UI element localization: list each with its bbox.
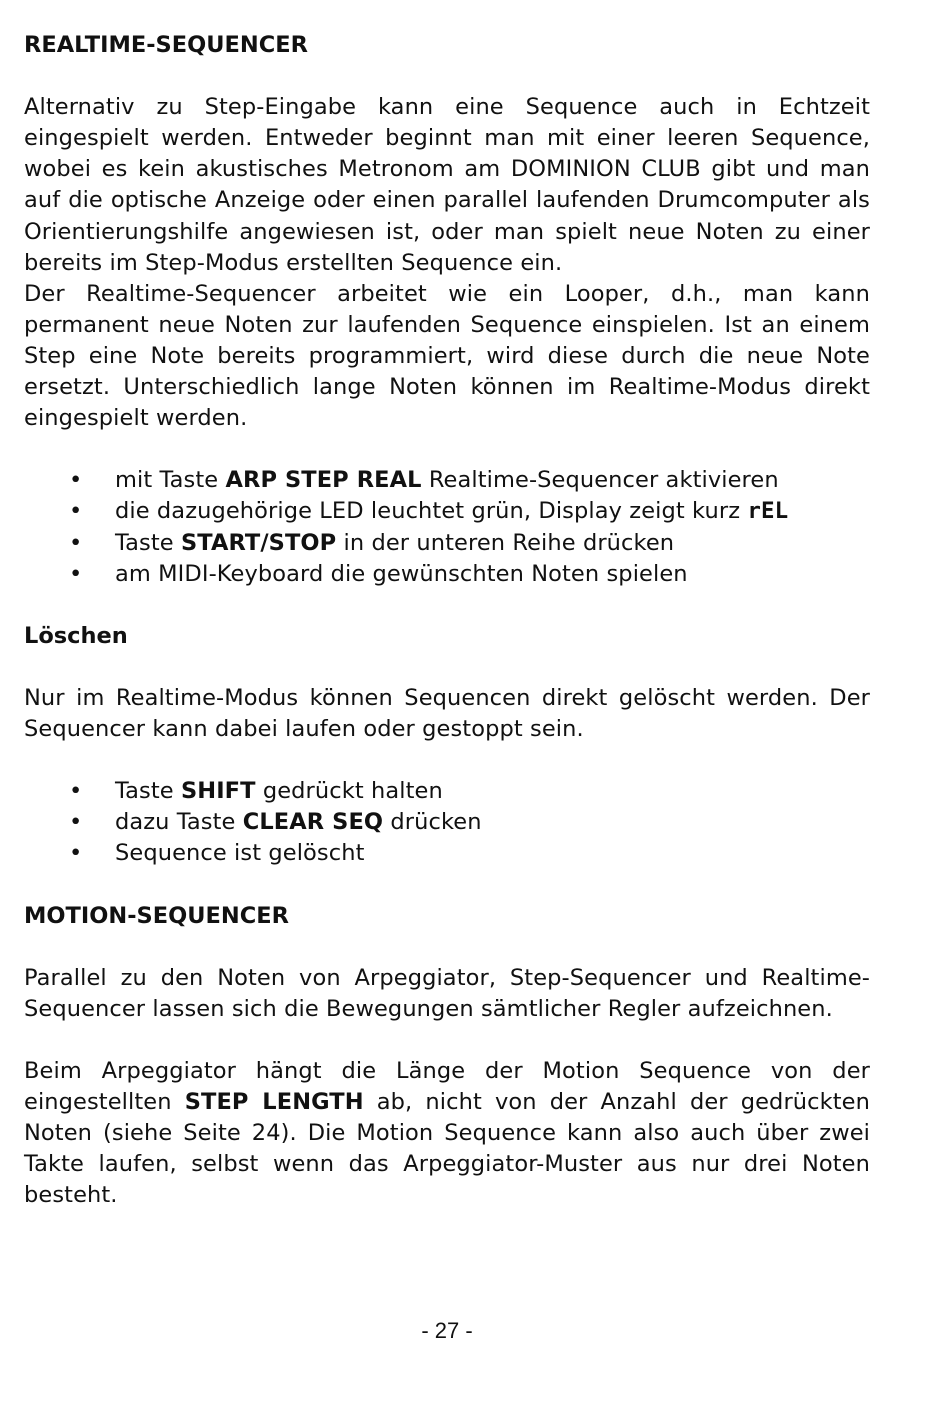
bullet-list-loeschen-steps (24, 776, 870, 869)
list-item: • Taste SHIFT gedrückt halten (24, 776, 870, 807)
bullet-icon: • (69, 498, 83, 525)
key-label: STEP LENGTH (184, 1089, 364, 1116)
section-heading-motion-sequencer: MOTION-SEQUENCER (24, 902, 289, 929)
paragraph-motion-arpeggiator: Beim Arpeggiator hängt die Länge der Motion Sequence von der eingestellten STEP LENGTH ab, nicht von der Anzahl der gedrückten Noten (siehe Seite 24). Die Motion Sequence kann also auch über zwei Takte laufen, selbst wenn das Arpeggiator-Muster aus nur drei Noten besteht. (24, 1058, 870, 1209)
paragraph-realtime-looper: Der Realtime-Sequencer arbeitet wie ein Looper, d.h., man kann permanent neue Noten zur laufenden Sequence einspielen. Ist an einem Step eine Note bereits programmiert, wird diese durch die neue Note ersetzt. Unterschiedlich lange Noten können im Realtime-Modus direkt eingespielt werden. (24, 280, 870, 432)
manual-page (24, 30, 870, 1212)
section-heading-realtime-sequencer: REALTIME-SEQUENCER (24, 32, 308, 58)
paragraph-loeschen: Nur im Realtime-Modus können Sequencen direkt gelöscht werden. Der Sequencer kann dabei laufen oder gestoppt sein. (24, 684, 870, 743)
list-item: • am MIDI-Keyboard die gewünschten Noten spielen (24, 559, 870, 590)
paragraph-realtime-intro: Alternativ zu Step-Eingabe kann eine Sequence auch in Echtzeit eingespielt werden. Entweder beginnt man mit einer leeren Sequence, wobei es kein akustisches Metronom am DOMINION CLUB gibt und man auf die optische Anzeige oder einen parallel laufenden Drumcomputer als Orientierungshilfe angewiesen ist, oder man spielt neue Noten zu einer bereits im Step-Modus erstellten Sequence ein. (24, 94, 870, 276)
list-item: • mit Taste ARP STEP REAL Realtime-Sequencer aktivieren (24, 465, 870, 496)
bullet-icon: • (69, 560, 83, 587)
bullet-icon: • (69, 467, 83, 494)
list-item: • Taste START/STOP in der unteren Reihe drücken (24, 528, 870, 559)
section-heading-loeschen: Löschen (24, 622, 128, 649)
list-item: • Sequence ist gelöscht (24, 838, 870, 869)
key-label: SHIFT (180, 778, 256, 805)
bullet-icon: • (69, 778, 83, 805)
display-readout: rEL (747, 498, 789, 525)
list-item: • die dazugehörige LED leuchtet grün, Display zeigt kurz rEL (24, 496, 870, 527)
key-label: ARP STEP REAL (225, 467, 422, 494)
key-label: START/STOP (180, 529, 337, 556)
paragraph-motion-intro: Parallel zu den Noten von Arpeggiator, Step-Sequencer und Realtime-Sequencer lassen sich die Bewegungen sämtlicher Regler aufzeichnen. (24, 964, 870, 1022)
bullet-list-realtime-steps (24, 465, 870, 589)
key-label: CLEAR SEQ (242, 809, 384, 836)
bullet-icon: • (69, 840, 83, 867)
bullet-icon: • (69, 529, 83, 556)
page-number: - 27 - (421, 1318, 473, 1343)
list-item: • dazu Taste CLEAR SEQ drücken (24, 807, 870, 838)
bullet-icon: • (69, 809, 83, 836)
